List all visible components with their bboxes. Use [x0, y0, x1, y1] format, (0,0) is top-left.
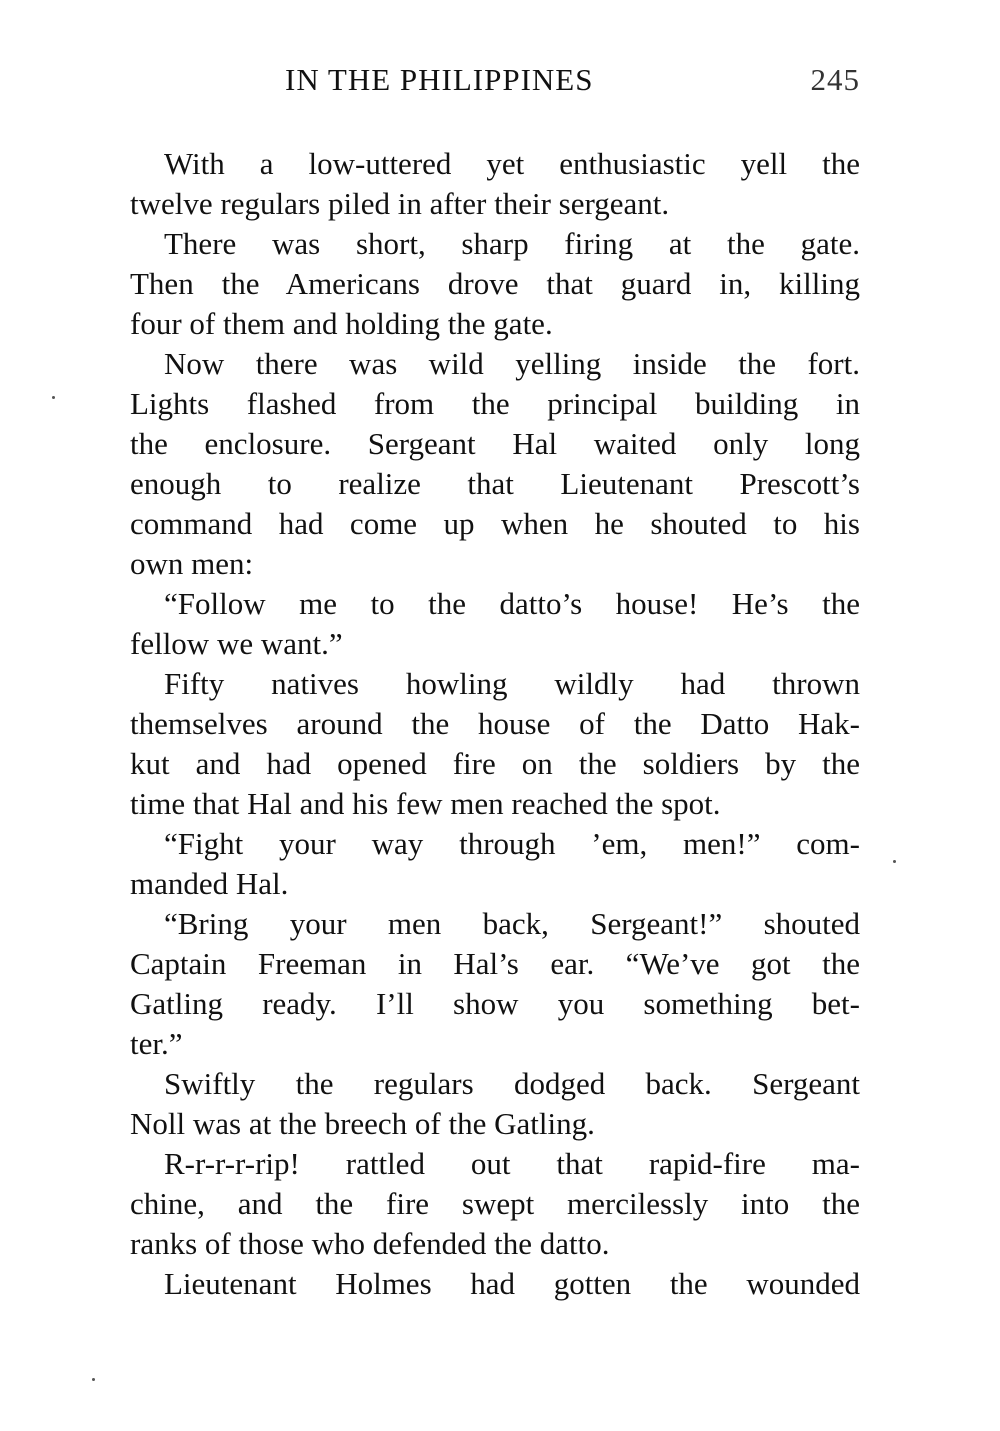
text-line: twelve regulars piled in after their sergeant.	[130, 186, 670, 221]
text-line: Now there was wild yelling inside the fort.	[164, 346, 860, 381]
text-line: Gatling ready. I’ll show you something bet-	[130, 986, 860, 1021]
text-line: With a low-uttered yet enthusiastic yell the	[164, 146, 860, 181]
text-line: Lieutenant Holmes had gotten the wounded	[164, 1266, 860, 1301]
text-line: Fifty natives howling wildly had thrown	[164, 666, 860, 701]
text-line: own men:	[130, 546, 254, 581]
text-line: time that Hal and his few men reached the spot.	[130, 786, 721, 821]
text-line: ter.”	[130, 1026, 183, 1061]
text-line: Captain Freeman in Hal’s ear. “We’ve got the	[130, 946, 860, 981]
page-number: 245	[810, 62, 860, 97]
text-line: command had come up when he shouted to his	[130, 506, 860, 541]
text-line: manded Hal.	[130, 866, 289, 901]
print-speck	[92, 1378, 95, 1381]
body-text	[130, 144, 860, 1304]
text-line: kut and had opened fire on the soldiers by the	[130, 746, 860, 781]
print-speck	[52, 396, 55, 399]
print-speck	[893, 860, 896, 863]
text-line: Then the Americans drove that guard in, killing	[130, 266, 860, 301]
running-title: IN THE PHILIPPINES	[285, 62, 594, 97]
text-line: chine, and the fire swept mercilessly into the	[130, 1186, 860, 1221]
text-line: ranks of those who defended the datto.	[130, 1226, 610, 1261]
text-line: four of them and holding the gate.	[130, 306, 553, 341]
text-line: fellow we want.”	[130, 626, 343, 661]
text-line: R-r-r-r-rip! rattled out that rapid-fire ma-	[164, 1146, 860, 1181]
text-line: “Follow me to the datto’s house! He’s the	[164, 586, 860, 621]
text-line: There was short, sharp firing at the gate.	[164, 226, 860, 261]
text-line: “Fight your way through ’em, men!” com-	[164, 826, 860, 861]
text-line: Noll was at the breech of the Gatling.	[130, 1106, 595, 1141]
text-line: enough to realize that Lieutenant Prescott’s	[130, 466, 860, 501]
text-line: Swiftly the regulars dodged back. Sergeant	[164, 1066, 860, 1101]
text-line: Lights flashed from the principal building in	[130, 386, 860, 421]
text-line: themselves around the house of the Datto Hak-	[130, 706, 860, 741]
running-head	[130, 62, 860, 110]
text-line: the enclosure. Sergeant Hal waited only long	[130, 426, 860, 461]
text-line: “Bring your men back, Sergeant!” shouted	[164, 906, 860, 941]
